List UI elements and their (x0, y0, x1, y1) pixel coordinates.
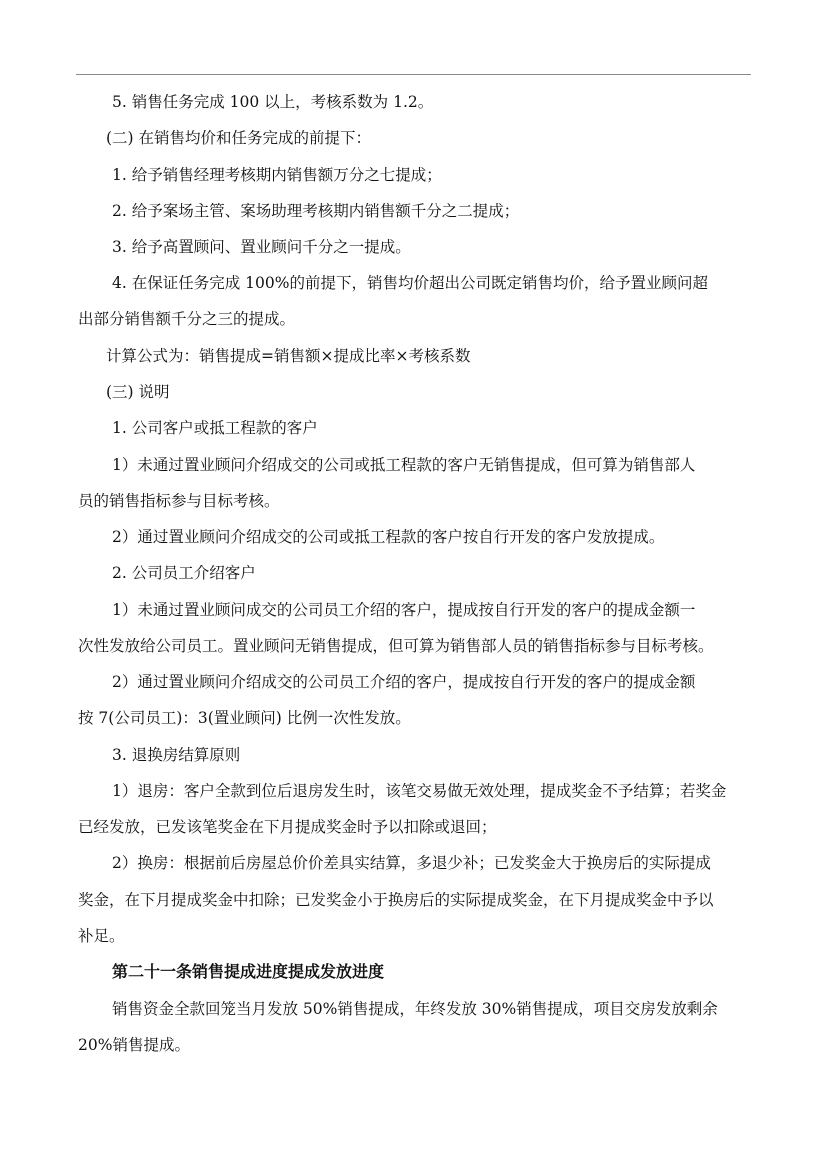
section-heading: (三) 说明 (106, 383, 170, 401)
text-line: 4. 在保证任务完成 100%的前提下，销售均价超出公司既定销售均价，给予置业顾问超 (112, 274, 708, 292)
text-line: 销售资金全款回笼当月发放 50%销售提成，年终发放 30%销售提成，项目交房发放剩余 (112, 1000, 718, 1018)
text-line: 5. 销售任务完成 100 以上，考核系数为 1.2。 (112, 93, 434, 111)
text-line: 已经发放，已发该笔奖金在下月提成奖金时予以扣除或退回； (78, 818, 497, 836)
text-line: 员的销售指标参与目标考核。 (78, 492, 280, 510)
text-line: 奖金，在下月提成奖金中扣除；已发奖金小于换房后的实际提成奖金，在下月提成奖金中予以 (78, 891, 714, 909)
text-line: 3. 给予高置顾问、置业顾问千分之一提成。 (112, 238, 411, 256)
article-heading: 第二十一条销售提成进度提成发放进度 (112, 962, 385, 981)
text-line: 1. 给予销售经理考核期内销售额万分之七提成； (112, 166, 442, 184)
text-line: 2. 给予案场主管、案场助理考核期内销售额千分之二提成； (112, 202, 520, 220)
text-line: 出部分销售额千分之三的提成。 (78, 310, 296, 328)
header-rule (76, 74, 751, 75)
text-line: 按 7(公司员工)：3(置业顾问) 比例一次性发放。 (78, 709, 411, 727)
text-line: 补足。 (78, 927, 125, 945)
text-line: 2. 公司员工介绍客户 (112, 564, 256, 582)
text-line: 1. 公司客户或抵工程款的客户 (112, 419, 318, 437)
text-line: 2）通过置业顾问介绍成交的公司员工介绍的客户，提成按自行开发的客户的提成金额 (112, 673, 696, 691)
section-heading: (二) 在销售均价和任务完成的前提下： (106, 129, 372, 147)
text-line: 1）退房：客户全款到位后退房发生时，该笔交易做无效处理，提成奖金不予结算；若奖金 (112, 782, 727, 800)
formula-line: 计算公式为：销售提成=销售额×提成比率×考核系数 (106, 347, 471, 365)
text-line: 2）通过置业顾问介绍成交的公司或抵工程款的客户按自行开发的客户发放提成。 (112, 528, 665, 546)
text-line: 次性发放给公司员工。置业顾问无销售提成，但可算为销售部人员的销售指标参与目标考核。 (78, 637, 714, 655)
text-line: 1）未通过置业顾问成交的公司员工介绍的客户，提成按自行开发的客户的提成金额一 (112, 601, 696, 619)
text-line: 2）换房：根据前后房屋总价价差具实结算，多退少补；已发奖金大于换房后的实际提成 (112, 854, 711, 872)
text-line: 1）未通过置业顾问介绍成交的公司或抵工程款的客户无销售提成，但可算为销售部人 (112, 456, 696, 474)
text-line: 20%销售提成。 (78, 1036, 190, 1054)
text-line: 3. 退换房结算原则 (112, 746, 241, 764)
